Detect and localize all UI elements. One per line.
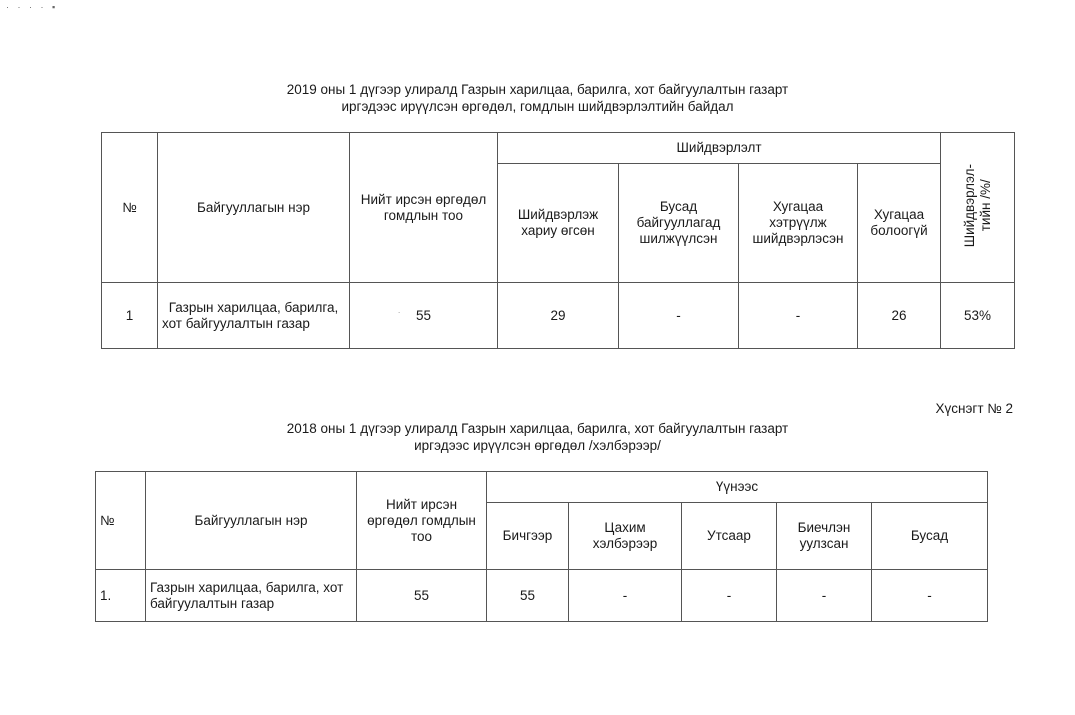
table1-cell-pending: 26 <box>858 283 941 349</box>
table1-cell-resolved: 29 <box>498 283 619 349</box>
table2-header-channel-group: Үүнээс <box>487 472 988 503</box>
table1-cell-org: Газрын харилцаа, барилга, хот байгуулалтын газар <box>158 283 350 349</box>
table2-cell-other: - <box>872 570 988 622</box>
table2-title-line1: 2018 оны 1 дүгээр улиралд Газрын харилцаа, барилга, хот байгуулалтын газарт <box>286 421 789 436</box>
table2-header-written: Бичгээр <box>487 503 569 570</box>
table2-header-phone: Утсаар <box>682 503 777 570</box>
annex-label: Хүснэгт № 2 <box>935 401 1013 416</box>
table2-cell-electronic: - <box>569 570 682 622</box>
table1-header-org: Байгууллагын нэр <box>158 133 350 283</box>
table2-cell-phone: - <box>682 570 777 622</box>
table1-title-line1: 2019 оны 1 дүгээр улиралд Газрын харилцаа, барилга, хот байгуулалтын газарт <box>286 82 789 97</box>
table1-title-line2: иргэдээс ирүүлсэн өргөдөл, гомдлын шийдвэрлэлтийн байдал <box>341 99 734 114</box>
table1-title <box>0 81 1075 115</box>
table1-cell-no: 1 <box>102 283 158 349</box>
table1-header-resolution-group: Шийдвэрлэлт <box>498 133 941 164</box>
table2-header-no: № <box>96 472 146 570</box>
table1-cell-rate: 53% <box>941 283 1015 349</box>
table2-header-total: Нийт ирсэн өргөдөл гомдлын тоо <box>357 472 487 570</box>
table-row <box>96 570 988 622</box>
table2-header-in-person: Биечлэн уулзсан <box>777 503 872 570</box>
table1-header-rate-label: Шийдвэрлэл- тийн /%/ <box>961 163 993 248</box>
scan-dot: . <box>398 306 401 315</box>
table1-cell-overdue: - <box>739 283 858 349</box>
table1-header-total: Нийт ирсэн өргөдөл гомдлын тоо <box>350 133 498 283</box>
table1-cell-transferred: - <box>619 283 739 349</box>
table2-header-other: Бусад <box>872 503 988 570</box>
table2-title-line2: иргэдээс ирүүлсэн өргөдөл /хэлбэрээр/ <box>414 438 661 453</box>
table1-header-overdue: Хугацаа хэтрүүлж шийдвэрлэсэн <box>739 164 858 283</box>
table-row <box>102 283 1015 349</box>
table1-header-no: № <box>102 133 158 283</box>
table1-header-resolved: Шийдвэрлэж хариу өгсөн <box>498 164 619 283</box>
table2-cell-org: Газрын харилцаа, барилга, хот байгуулалтын газар <box>146 570 357 622</box>
table2-cell-written: 55 <box>487 570 569 622</box>
table2-cell-no: 1. <box>96 570 146 622</box>
table2-cell-in-person: - <box>777 570 872 622</box>
table2-cell-total: 55 <box>357 570 487 622</box>
table1-cell-total: 55 <box>350 283 498 349</box>
table2-title <box>0 420 1075 454</box>
table2-header-org: Байгууллагын нэр <box>146 472 357 570</box>
table2-header-electronic: Цахим хэлбэрээр <box>569 503 682 570</box>
table1-header-rate <box>941 133 1015 283</box>
table1-header-transferred: Бусад байгууллагад шилжүүлсэн <box>619 164 739 283</box>
table1 <box>101 132 1015 349</box>
scan-speck: · · · · ▪ <box>6 2 59 12</box>
table2 <box>95 471 988 622</box>
table1-header-pending: Хугацаа болоогүй <box>858 164 941 283</box>
